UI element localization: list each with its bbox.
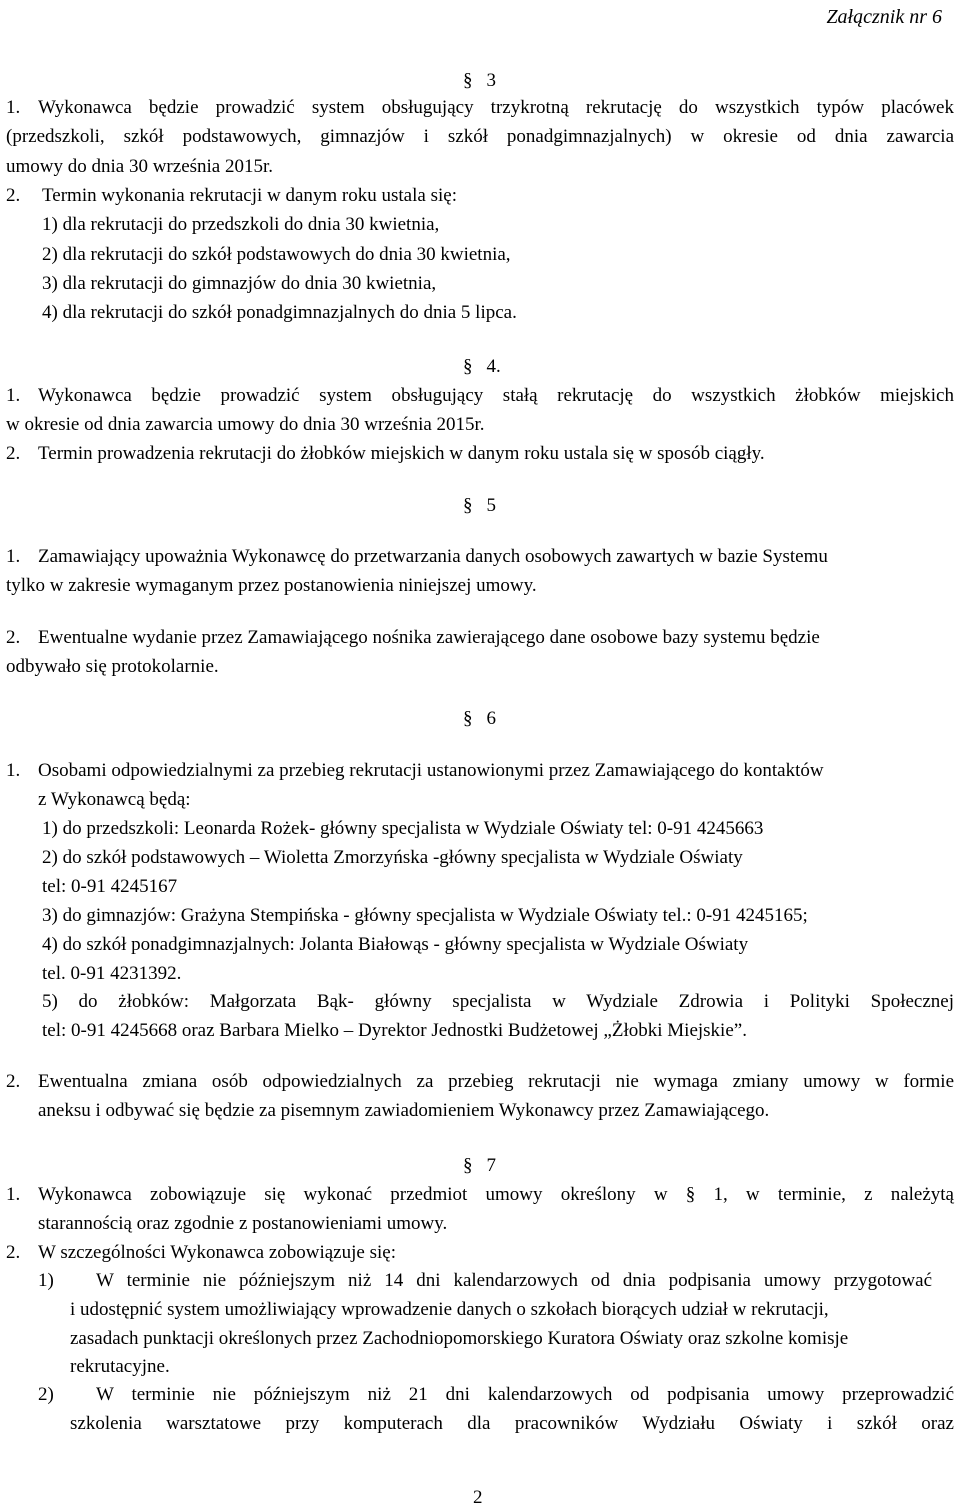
contact-line: tel: 0-91 4245668 oraz Barbara Mielko – Dyrektor Jednostki Budżetowej „Żłobki Miejskie”. [42,1020,747,1041]
section-number: 3 [486,70,496,91]
paragraph-line: z Wykonawcą będą: [38,789,191,810]
page-number: 2 [473,1487,483,1508]
paragraph-line: (przedszkoli, szkół podstawowych, gimnazjów i szkół ponadgimnazjalnych) w okresie od dnia zawarcia [6,126,954,147]
paragraph-line: tylko w zakresie wymaganym przez postanowienia niniejszej umowy. [6,575,537,596]
list-label: 2. [6,1071,21,1092]
section-number: 5 [486,495,496,516]
list-label: 2) [38,1384,54,1405]
paragraph-line: umowy do dnia 30 września 2015r. [6,156,274,177]
contact-line: tel: 0-91 4245167 [42,876,178,897]
list-label: 2. [6,1242,21,1263]
paragraph-line: w okresie od dnia zawarcia umowy do dnia 30 września 2015r. [6,414,485,435]
paragraph-line: Wykonawca będzie prowadzić system obsługujący stałą rekrutację do wszystkich żłobków miejskich [38,385,954,406]
section-heading-7 [463,1155,496,1177]
paragraph-line: starannością oraz zgodnie z postanowieniami umowy. [38,1213,448,1234]
contact-line: 3) do gimnazjów: Grażyna Stempińska - główny specjalista w Wydziale Oświaty tel.: 0-91 4245165; [42,905,808,926]
list-label: 1. [6,760,21,781]
paragraph-line: i udostępnić system umożliwiający wprowadzenie danych o szkołach biorących udział w rekrutacji, [70,1299,829,1320]
list-item: 3) dla rekrutacji do gimnazjów do dnia 30 kwietnia, [42,273,437,294]
section-number: 4. [486,356,501,377]
section-number: 6 [486,708,496,729]
list-label: 1. [6,385,21,406]
list-label: 2. [6,627,21,648]
contact-line: 2) do szkół podstawowych – Wioletta Zmorzyńska -główny specjalista w Wydziale Oświaty [42,847,743,868]
list-label: 2. [6,185,21,206]
section-symbol: § [463,708,473,729]
contact-line: tel. 0-91 4231392. [42,963,182,984]
list-label: 1) [38,1270,54,1291]
list-item: 2) dla rekrutacji do szkół podstawowych do dnia 30 kwietnia, [42,244,511,265]
paragraph-line: szkolenia warsztatowe przy komputerach dla pracowników Wydziału Oświaty i szkół oraz [70,1413,954,1434]
section-symbol: § [463,70,473,91]
section-heading-3 [463,70,496,92]
section-number: 7 [486,1155,496,1176]
contact-line: 4) do szkół ponadgimnazjalnych: Jolanta Białowąs - główny specjalista w Wydziale Oświaty [42,934,749,955]
list-label: 1. [6,1184,21,1205]
paragraph-line: odbywało się protokolarnie. [6,656,219,677]
paragraph-line: Termin prowadzenia rekrutacji do żłobków miejskich w danym roku ustala się w sposób ciągły. [38,443,765,464]
paragraph-line: rekrutacyjne. [70,1356,170,1377]
paragraph-line: aneksu i odbywać się będzie za pisemnym zawiadomieniem Wykonawcy przez Zamawiającego. [38,1100,770,1121]
section-symbol: § [463,495,473,516]
section-symbol: § [463,1155,473,1176]
paragraph-line: zasadach punktacji określonych przez Zachodniopomorskiego Kuratora Oświaty oraz szkolne komisje [70,1328,849,1349]
list-label: 1. [6,546,21,567]
paragraph-line: Ewentualna zmiana osób odpowiedzialnych za przebieg rekrutacji nie wymaga zmiany umowy w formie [38,1071,954,1092]
paragraph-line: Ewentualne wydanie przez Zamawiającego nośnika zawierającego dane osobowe bazy systemu będzie [38,627,820,648]
list-label: 1. [6,97,21,118]
paragraph-line: W terminie nie późniejszym niż 14 dni kalendarzowych od dnia podpisania umowy przygotować [96,1270,932,1291]
paragraph-line: Wykonawca zobowiązuje się wykonać przedmiot umowy określony w § 1, w terminie, z należytą [38,1184,954,1205]
paragraph-line: W szczególności Wykonawca zobowiązuje się: [38,1242,396,1263]
paragraph-line: W terminie nie późniejszym niż 21 dni kalendarzowych od podpisania umowy przeprowadzić [96,1384,954,1405]
list-item: 1) dla rekrutacji do przedszkoli do dnia 30 kwietnia, [42,214,440,235]
paragraph-line: Osobami odpowiedzialnymi za przebieg rekrutacji ustanowionymi przez Zamawiającego do kontaktów [38,760,824,781]
contact-line: 5) do żłobków: Małgorzata Bąk- główny specjalista w Wydziale Zdrowia i Polityki Społecznej [42,991,954,1012]
section-heading-6 [463,708,496,730]
section-heading-5 [463,495,496,517]
list-item: 4) dla rekrutacji do szkół ponadgimnazjalnych do dnia 5 lipca. [42,302,517,323]
section-heading-4 [463,356,501,378]
paragraph-line: Termin wykonania rekrutacji w danym roku ustala się: [42,185,457,206]
contact-line: 1) do przedszkoli: Leonarda Rożek- główny specjalista w Wydziale Oświaty tel: 0-91 4245663 [42,818,764,839]
attachment-label: Załącznik nr 6 [826,6,942,28]
section-symbol: § [463,356,473,377]
list-label: 2. [6,443,21,464]
paragraph-line: Zamawiający upoważnia Wykonawcę do przetwarzania danych osobowych zawartych w bazie Systemu [38,546,828,567]
paragraph-line: Wykonawca będzie prowadzić system obsługujący trzykrotną rekrutację do wszystkich typów placówek [38,97,954,118]
